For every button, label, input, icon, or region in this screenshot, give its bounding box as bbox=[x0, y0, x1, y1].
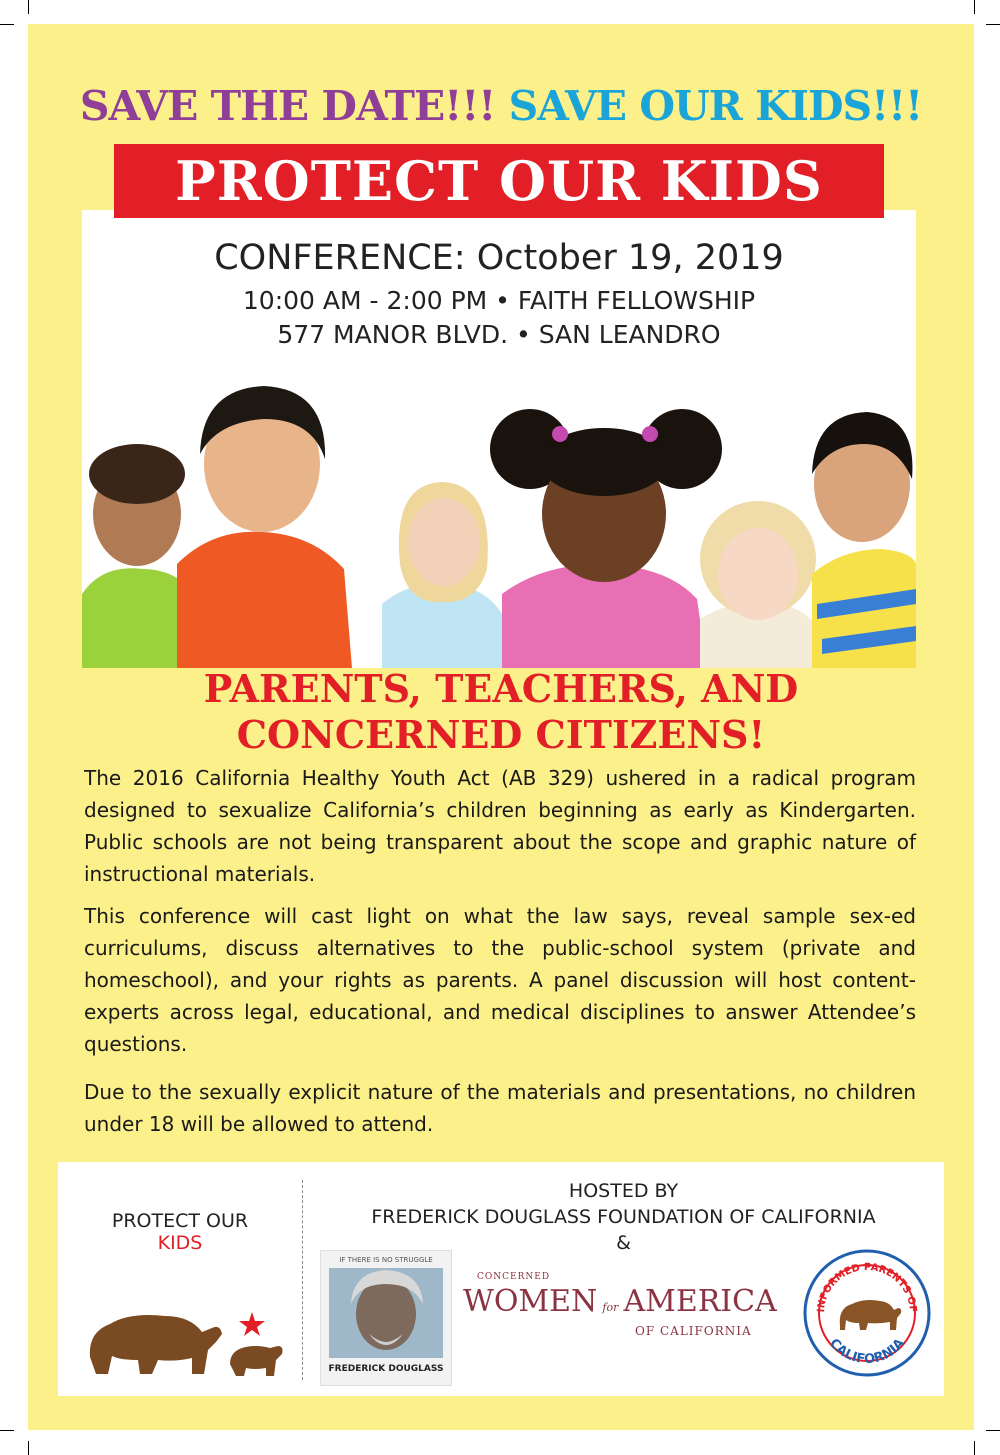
body-paragraph-2: This conference will cast light on what the law says, reveal sample sex-ed curriculums, discuss alternatives to the public-school system (private and homeschool), and your rights as parents. A panel discussion will host content-experts across legal, educational, and medical disciplines to answer Attendee’s questions. bbox=[84, 904, 916, 1056]
bear-and-star-icon bbox=[80, 1302, 290, 1382]
audience-heading-line-2: CONCERNED CITIZENS! bbox=[236, 712, 766, 757]
time-and-venue: 10:00 AM - 2:00 PM • FAITH FELLOWSHIP bbox=[242, 286, 756, 315]
flyer bbox=[28, 24, 974, 1430]
crop-mark bbox=[974, 0, 975, 14]
protect-our-kids-banner: PROTECT OUR KIDS bbox=[114, 144, 884, 218]
cwa-women: WOMEN bbox=[463, 1284, 598, 1319]
hosted-by-block bbox=[303, 1178, 944, 1256]
crop-mark bbox=[974, 1441, 975, 1455]
cwa-concerned: CONCERNED bbox=[477, 1272, 551, 1282]
headline bbox=[28, 82, 974, 130]
book-author-name: FREDERICK DOUGLASS bbox=[328, 1364, 444, 1374]
child-figure bbox=[700, 501, 820, 668]
concerned-women-for-america-logo bbox=[463, 1272, 783, 1362]
cwa-of-california: OF CALIFORNIA bbox=[635, 1324, 752, 1338]
crop-mark bbox=[28, 0, 29, 14]
cwa-for: for bbox=[602, 1301, 619, 1314]
crop-mark bbox=[28, 1441, 29, 1455]
audience-heading bbox=[28, 666, 974, 758]
pok-label-line-2: KIDS bbox=[157, 1232, 203, 1254]
hosted-by-label: HOSTED BY bbox=[568, 1180, 679, 1202]
save-our-kids-text: SAVE OUR KIDS!!! bbox=[508, 82, 923, 130]
body-paragraph-3: Due to the sexually explicit nature of the materials and presentations, no children under 18 will be allowed to attend. bbox=[84, 1080, 916, 1136]
save-the-date-text: SAVE THE DATE!!! bbox=[79, 82, 496, 130]
informed-parents-of-california-seal bbox=[802, 1248, 932, 1378]
venue-address: 577 MANOR BLVD. • SAN LEANDRO bbox=[277, 320, 721, 349]
crop-mark bbox=[0, 1430, 14, 1431]
children-photo bbox=[82, 364, 916, 668]
conference-date: CONFERENCE: October 19, 2019 bbox=[214, 238, 784, 278]
protect-our-kids-label bbox=[58, 1210, 302, 1254]
frederick-douglass-book-logo bbox=[320, 1250, 452, 1386]
body-paragraph-1: The 2016 California Healthy Youth Act (AB 329) ushered in a radical program designed to sexualize California’s children beginning as early as Kindergarten. Public schools are not being transparent about the scope and graphic nature of instructional materials. bbox=[84, 766, 916, 886]
audience-heading-line-1: PARENTS, TEACHERS, AND bbox=[203, 666, 799, 711]
pok-label-line-1: PROTECT OUR bbox=[111, 1210, 249, 1232]
cwa-america: AMERICA bbox=[623, 1284, 777, 1319]
douglass-portrait-icon bbox=[321, 1264, 451, 1360]
crop-mark bbox=[986, 24, 1000, 25]
footer-panel bbox=[58, 1162, 944, 1396]
crop-mark bbox=[986, 1430, 1000, 1431]
crop-mark bbox=[0, 24, 14, 25]
frederick-douglass-foundation: FREDERICK DOUGLASS FOUNDATION OF CALIFORNIA bbox=[371, 1206, 876, 1228]
seal-top-text: INFORMED PARENTS OF bbox=[815, 1261, 919, 1313]
ampersand: & bbox=[616, 1232, 631, 1254]
seal-bottom-text: CALIFORNIA bbox=[826, 1335, 908, 1368]
book-tagline: IF THERE IS NO STRUGGLE bbox=[339, 1256, 433, 1264]
